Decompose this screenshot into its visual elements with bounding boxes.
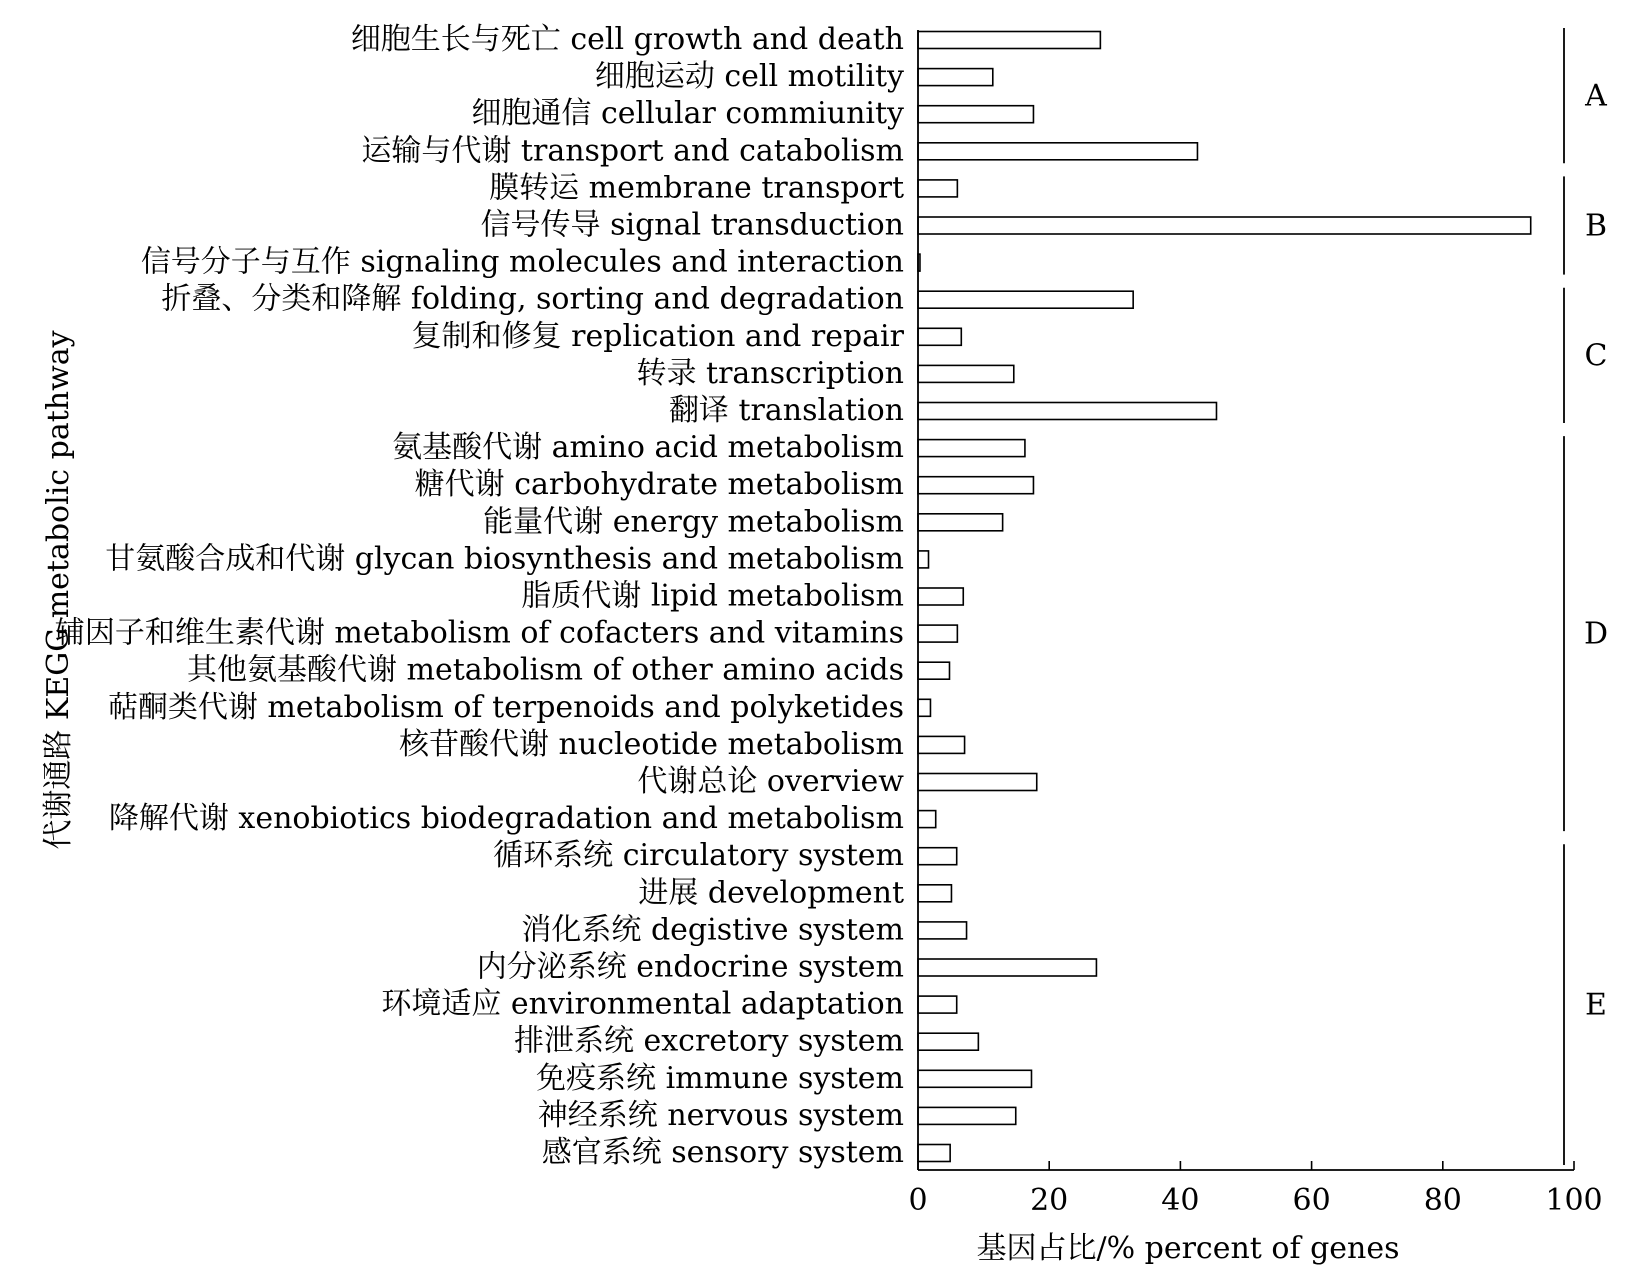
group-label-C: C [1584, 338, 1608, 374]
category-label-8: 复制和修复 replication and repair [411, 318, 904, 354]
group-label-D: D [1583, 616, 1609, 652]
category-label-17: 其他氨基酸代谢 metabolism of other amino acids [186, 652, 904, 688]
x-tick-label-1: 20 [1030, 1183, 1069, 1218]
bar-1 [918, 69, 993, 86]
category-label-26: 环境适应 environmental adaptation [381, 986, 904, 1022]
x-tick-label-5: 100 [1545, 1183, 1603, 1218]
bar-4 [918, 180, 957, 197]
bar-19 [918, 736, 965, 753]
bar-24 [918, 922, 967, 939]
category-label-14: 甘氨酸合成和代谢 glycan biosynthesis and metabolism [105, 541, 904, 577]
category-label-15: 脂质代谢 lipid metabolism [521, 578, 904, 614]
bar-7 [918, 291, 1133, 308]
x-tick-label-2: 40 [1161, 1183, 1200, 1218]
bar-10 [918, 403, 1216, 420]
category-label-11: 氨基酸代谢 amino acid metabolism [392, 430, 904, 466]
category-label-1: 细胞运动 cell motility [594, 59, 904, 95]
bar-14 [918, 551, 928, 568]
category-label-23: 进展 development [638, 875, 904, 911]
bar-0 [918, 32, 1100, 49]
bars-layer [918, 32, 1531, 1162]
bar-3 [918, 143, 1197, 160]
x-tick-label-4: 80 [1423, 1183, 1462, 1218]
category-label-25: 内分泌系统 endocrine system [476, 949, 904, 985]
category-label-24: 消化系统 degistive system [521, 912, 904, 948]
bar-26 [918, 996, 957, 1013]
category-label-22: 循环系统 circulatory system [493, 838, 904, 874]
category-label-4: 膜转运 membrane transport [489, 170, 904, 206]
category-label-6: 信号分子与互作 signaling molecules and interaction [140, 244, 904, 280]
bar-18 [918, 699, 930, 716]
bar-22 [918, 848, 957, 865]
bar-21 [918, 811, 936, 828]
bar-5 [918, 217, 1531, 234]
bar-8 [918, 328, 961, 345]
bar-11 [918, 440, 1025, 457]
category-label-30: 感官系统 sensory system [541, 1135, 904, 1170]
category-label-29: 神经系统 nervous system [537, 1097, 904, 1133]
category-label-21: 降解代谢 xenobiotics biodegradation and metabolism [108, 801, 904, 837]
bar-15 [918, 588, 963, 605]
bar-28 [918, 1070, 1031, 1087]
group-brackets [1564, 28, 1608, 1165]
bar-16 [918, 625, 957, 642]
category-label-7: 折叠、分类和降解 folding, sorting and degradation [161, 281, 904, 317]
bar-12 [918, 477, 1033, 494]
category-label-5: 信号传导 signal transduction [480, 207, 904, 243]
category-label-18: 萜酮类代谢 metabolism of terpenoids and polyketides [107, 689, 904, 725]
bar-25 [918, 959, 1096, 976]
category-label-10: 翻译 translation [668, 393, 904, 428]
bar-30 [918, 1145, 950, 1162]
category-label-20: 代谢总论 overview [637, 764, 904, 799]
y-axis-title: 代谢通路 KEGG metabolic pathway [41, 330, 76, 850]
group-label-B: B [1584, 208, 1608, 244]
category-label-16: 辅因子和维生素代谢 metabolism of cofacters and vitamins [54, 615, 904, 651]
bar-13 [918, 514, 1003, 531]
category-label-3: 运输与代谢 transport and catabolism [361, 133, 904, 169]
bar-17 [918, 662, 949, 679]
category-label-2: 细胞通信 cellular commiunity [471, 96, 904, 132]
bar-23 [918, 885, 951, 902]
bar-27 [918, 1033, 978, 1050]
x-tick-label-0: 0 [908, 1183, 928, 1218]
category-label-9: 转录 transcription [636, 355, 904, 391]
bar-2 [918, 106, 1033, 123]
category-label-28: 免疫系统 immune system [536, 1060, 904, 1096]
bar-20 [918, 774, 1037, 791]
category-label-19: 核苷酸代谢 nucleotide metabolism [399, 726, 904, 762]
bar-9 [918, 365, 1014, 382]
category-label-27: 排泄系统 excretory system [513, 1023, 904, 1059]
category-label-0: 细胞生长与死亡 cell growth and death [350, 22, 904, 57]
x-axis-title: 基因占比/% percent of genes [976, 1231, 1400, 1266]
group-label-A: A [1585, 78, 1607, 114]
bar-29 [918, 1107, 1016, 1124]
x-tick-label-3: 60 [1292, 1183, 1331, 1218]
group-label-E: E [1585, 987, 1607, 1023]
category-label-12: 糖代谢 carbohydrate metabolism [414, 467, 904, 503]
x-axis [908, 30, 1602, 1218]
category-labels [55, 22, 905, 1170]
category-label-13: 能量代谢 energy metabolism [483, 504, 904, 540]
